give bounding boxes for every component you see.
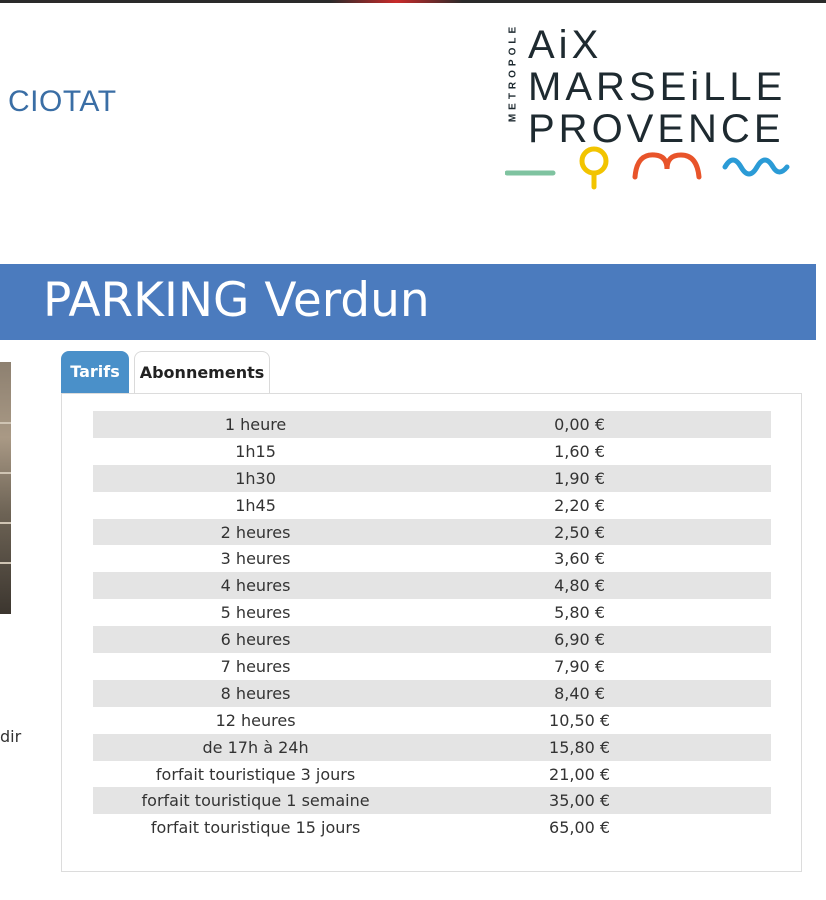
table-row bbox=[93, 572, 771, 599]
city-title[interactable]: CIOTAT bbox=[8, 85, 117, 118]
tarif-duration: forfait touristique 15 jours bbox=[150, 818, 361, 838]
logo-side-text: METROPOLE bbox=[507, 22, 519, 123]
metropole-logo[interactable] bbox=[500, 15, 800, 205]
tarif-price: 0,00 € bbox=[418, 411, 771, 438]
top-rule bbox=[0, 0, 826, 3]
table-row bbox=[93, 411, 771, 438]
tarif-duration: 3 heures bbox=[220, 549, 291, 569]
tarif-duration: 1h45 bbox=[235, 495, 276, 515]
tarif-price: 35,00 € bbox=[418, 787, 771, 814]
tarif-duration: 1 heure bbox=[93, 411, 418, 438]
table-row bbox=[93, 814, 771, 841]
tarif-price: 21,00 € bbox=[549, 764, 611, 784]
tarif-duration: 8 heures bbox=[93, 680, 418, 707]
tab-abonnements[interactable]: Abonnements bbox=[134, 351, 270, 393]
tarif-price: 6,90 € bbox=[418, 626, 771, 653]
logo-line-aix: AiX bbox=[528, 23, 603, 67]
table-row bbox=[93, 761, 771, 788]
table-row bbox=[93, 734, 771, 761]
tarifs-table bbox=[93, 411, 771, 841]
tarif-price: 7,90 € bbox=[554, 656, 605, 676]
table-row bbox=[93, 653, 771, 680]
parking-photo[interactable] bbox=[0, 362, 11, 614]
tarif-price: 3,60 € bbox=[554, 549, 605, 569]
tarif-duration: forfait touristique 3 jours bbox=[155, 764, 356, 784]
tarif-price: 4,80 € bbox=[418, 572, 771, 599]
tarif-duration: 6 heures bbox=[93, 626, 418, 653]
table-row bbox=[93, 492, 771, 519]
tarif-duration: 7 heures bbox=[220, 656, 291, 676]
table-row bbox=[93, 787, 771, 814]
tarif-duration: 2 heures bbox=[93, 519, 418, 546]
tarifs-panel bbox=[61, 393, 802, 872]
table-row bbox=[93, 438, 771, 465]
tarif-duration: 4 heures bbox=[93, 572, 418, 599]
tarif-duration: forfait touristique 1 semaine bbox=[93, 787, 418, 814]
table-row bbox=[93, 465, 771, 492]
table-row bbox=[93, 545, 771, 572]
logo-line-marseille: MARSEiLLE bbox=[528, 65, 787, 109]
tarif-price: 2,50 € bbox=[418, 519, 771, 546]
tarif-price: 15,80 € bbox=[418, 734, 771, 761]
table-row bbox=[93, 519, 771, 546]
page-title: PARKING Verdun bbox=[43, 273, 430, 328]
logo-line-provence: PROVENCE bbox=[528, 107, 785, 151]
table-row bbox=[93, 599, 771, 626]
tarif-duration: 1h30 bbox=[93, 465, 418, 492]
tarif-price: 10,50 € bbox=[549, 710, 611, 730]
tarif-price: 1,90 € bbox=[418, 465, 771, 492]
tab-tarifs[interactable]: Tarifs bbox=[61, 351, 129, 393]
page-banner bbox=[0, 264, 816, 340]
tarif-price: 2,20 € bbox=[554, 495, 605, 515]
table-row bbox=[93, 680, 771, 707]
tarif-duration: 1h15 bbox=[235, 441, 276, 461]
tarif-price: 5,80 € bbox=[554, 603, 605, 623]
tarif-duration: 5 heures bbox=[220, 603, 291, 623]
table-row bbox=[93, 707, 771, 734]
tarif-price: 8,40 € bbox=[418, 680, 771, 707]
tarif-duration: de 17h à 24h bbox=[93, 734, 418, 761]
tarif-price: 1,60 € bbox=[554, 441, 605, 461]
logo-symbols-icon bbox=[505, 145, 795, 205]
table-row bbox=[93, 626, 771, 653]
tarif-price: 65,00 € bbox=[549, 818, 611, 838]
tarif-duration: 12 heures bbox=[215, 710, 296, 730]
side-text-fragment: dir bbox=[0, 727, 22, 746]
